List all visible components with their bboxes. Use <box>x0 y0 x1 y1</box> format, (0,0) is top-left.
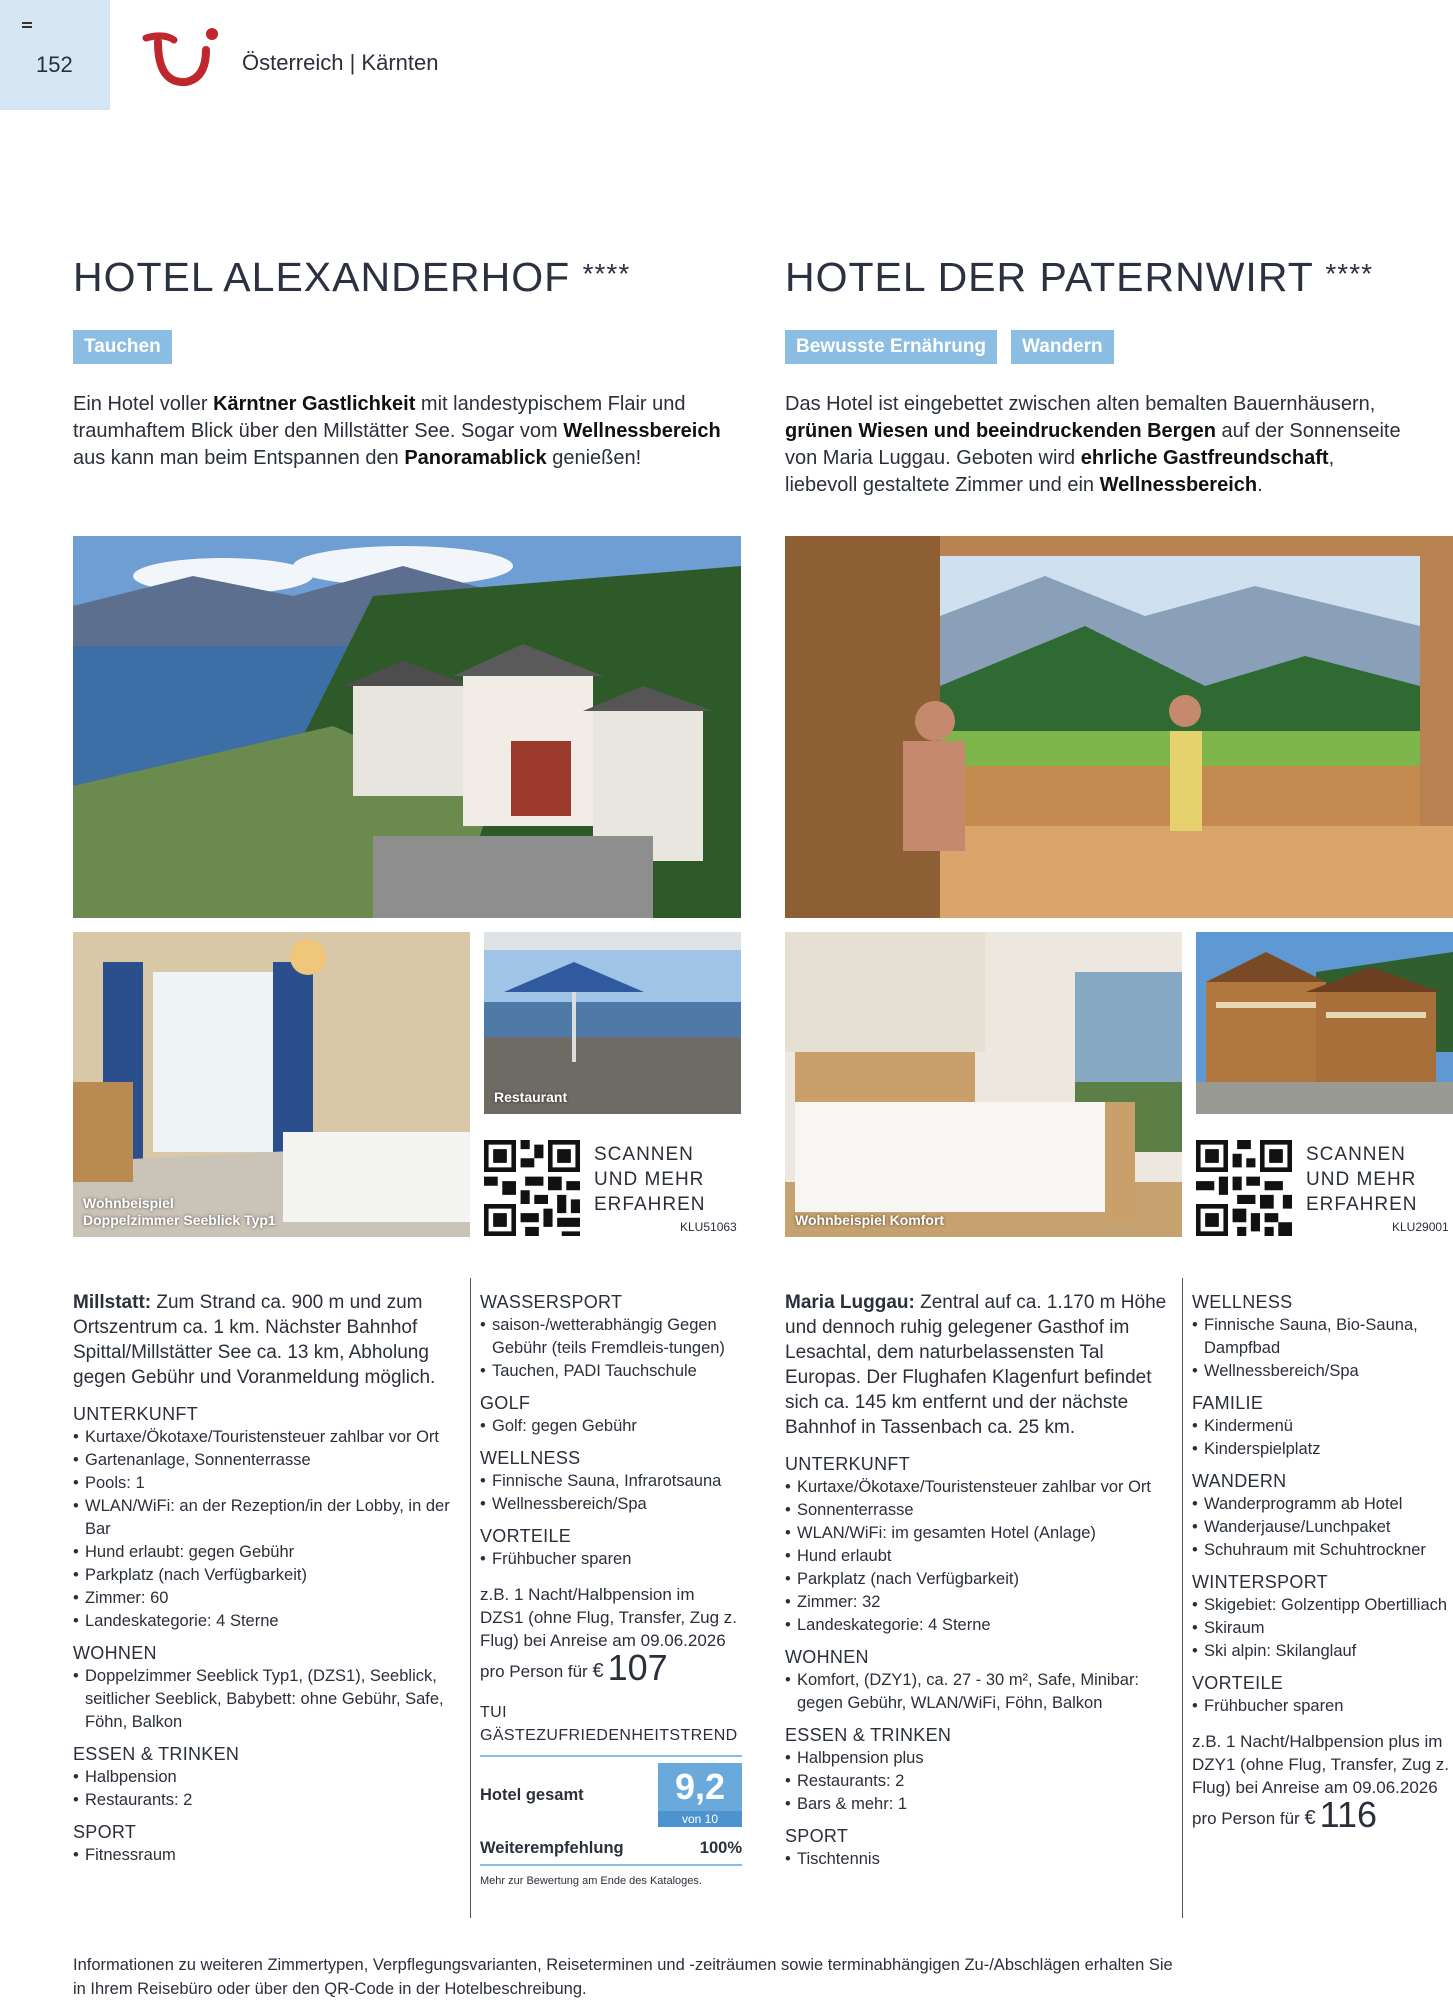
hotel1-main-photo <box>73 536 741 918</box>
intro-segment: Wellnessbereich <box>563 420 721 442</box>
menu-icon[interactable] <box>22 22 32 30</box>
hotel1-scan-text: SCANNEN UND MEHR ERFAHREN <box>594 1144 706 1215</box>
list-item: • Parkplatz (nach Verfügbarkeit) <box>785 1568 1170 1591</box>
hotel2-code: KLU29001 <box>1392 1220 1449 1234</box>
hotel2-room-photo <box>785 932 1182 1237</box>
intro-segment: , liebevoll gestaltete Zimmer und ein <box>785 447 1335 496</box>
hotel2-tags <box>785 330 1114 364</box>
tag-bewusste-ernaehrung: Bewusste Ernährung <box>785 330 997 364</box>
page-number: 152 <box>36 52 73 77</box>
section-list <box>785 1669 1170 1715</box>
trend-recommend-value: 100% <box>699 1839 742 1857</box>
section-list <box>1192 1493 1450 1562</box>
list-item: • Frühbucher sparen <box>1192 1695 1450 1718</box>
hotel2-qr-code-icon[interactable] <box>1196 1140 1292 1236</box>
intro-segment: ehrliche Gastfreundschaft <box>1080 447 1329 469</box>
tui-logo-icon <box>140 26 222 92</box>
section-title: UNTERKUNFT <box>73 1404 198 1424</box>
section-list <box>480 1470 742 1516</box>
hotel2-name: HOTEL DER PATERNWIRT <box>785 254 1313 300</box>
list-item: • Pools: 1 <box>73 1472 458 1495</box>
section-list <box>1192 1594 1450 1663</box>
list-item: • Restaurants: 2 <box>785 1770 1170 1793</box>
section-list <box>785 1747 1170 1816</box>
hotel2-price-note: z.B. 1 Nacht/Halbpension plus im DZY1 (ohne Flug, Transfer, Zug z. Flug) bei Anreise am 09.06.2026 <box>1192 1732 1450 1797</box>
hotel1-stars: **** <box>582 258 631 289</box>
hotel1-price-note: z.B. 1 Nacht/Halbpension im DZS1 (ohne Flug, Transfer, Zug z. Flug) bei Anreise am 09.06.2026 <box>480 1585 738 1650</box>
list-item: • Skigebiet: Golzentipp Obertilliach <box>1192 1594 1450 1617</box>
hotel2-scan-text: SCANNEN UND MEHR ERFAHREN <box>1306 1144 1418 1215</box>
section-title: ESSEN & TRINKEN <box>785 1725 952 1745</box>
section-list <box>785 1476 1170 1637</box>
hotel1-details-right <box>480 1290 742 1893</box>
list-item: • Kindermenü <box>1192 1415 1450 1438</box>
list-item: • Frühbucher sparen <box>480 1548 742 1571</box>
hotel2-main-photo <box>785 536 1453 918</box>
list-item: • WLAN/WiFi: im gesamten Hotel (Anlage) <box>785 1522 1170 1545</box>
trend-note: Mehr zur Bewertung am Ende des Kataloges. <box>480 1875 702 1887</box>
hotel2-building-photo <box>1196 932 1453 1114</box>
section-title: WOHNEN <box>785 1647 869 1667</box>
section-title: VORTEILE <box>1192 1673 1284 1693</box>
section-list <box>480 1548 742 1571</box>
hotel1-restaurant-photo <box>484 932 741 1114</box>
section-list <box>785 1848 1170 1871</box>
hotel1-qr-code-icon[interactable] <box>484 1140 580 1236</box>
list-item: • saison-/wetterabhängig Gegen Gebühr (teils Fremdleis-tungen) <box>480 1314 742 1360</box>
section-title: UNTERKUNFT <box>785 1454 910 1474</box>
hotel1-room-caption: Wohnbeispiel Doppelzimmer Seeblick Typ1 <box>83 1195 276 1228</box>
section-title: SPORT <box>785 1826 849 1846</box>
section-list <box>1192 1695 1450 1718</box>
hotel1-code: KLU51063 <box>680 1220 737 1234</box>
footer-note: Informationen zu weiteren Zimmertypen, Verpflegungsvarianten, Reiseterminen und -zeiträumen sowie terminabhängigen Zu-/Abschlägen erhalten Sie in Ihrem Reisebüro oder über den QR-Code in der Hotelbeschreibung. <box>73 1956 1173 1998</box>
intro-segment: genießen! <box>546 447 642 469</box>
intro-segment: mit landestypischem Flair und traumhaftem Blick über den Millstätter See. Sogar vom <box>73 393 686 442</box>
trend-overall-row <box>480 1763 742 1827</box>
intro-segment: auf der Sonnenseite von Maria Luggau. Geboten wird <box>785 420 1401 469</box>
list-item: • Kurtaxe/Ökotaxe/Touristensteuer zahlbar vor Ort <box>73 1426 458 1449</box>
hotel1-restaurant-caption: Restaurant <box>494 1089 568 1105</box>
section-title: WINTERSPORT <box>1192 1572 1328 1592</box>
hotel1-location: Millstatt: Zum Strand ca. 900 m und zum Ortszentrum ca. 1 km. Nächster Bahnhof Spittal/Millstätter See ca. 13 km, Abholung gegen Gebühr und Voranmeldung möglich. <box>73 1292 436 1388</box>
list-item: • Wellnessbereich/Spa <box>480 1493 742 1516</box>
hotel2-column-divider <box>1182 1278 1183 1918</box>
trend-recommend-label: Weiterempfehlung <box>480 1839 624 1857</box>
list-item: • Ski alpin: Skilanglauf <box>1192 1640 1450 1663</box>
hotel1-price: pro Person für € 107 <box>480 1647 668 1688</box>
list-item: • Bars & mehr: 1 <box>785 1793 1170 1816</box>
intro-segment: aus kann man beim Entspannen den <box>73 447 405 469</box>
section-list <box>1192 1415 1450 1461</box>
trend-title: TUI GÄSTEZUFRIEDENHEITSTREND <box>480 1701 742 1757</box>
trend-overall-label: Hotel gesamt <box>480 1785 584 1804</box>
hotel1-title <box>73 254 630 301</box>
list-item: • Restaurants: 2 <box>73 1789 458 1812</box>
hotel1-column-divider <box>470 1278 471 1918</box>
list-item: • Fitnessraum <box>73 1844 458 1867</box>
list-item: • Zimmer: 60 <box>73 1587 458 1610</box>
section-title: WOHNEN <box>73 1643 157 1663</box>
list-item: • Halbpension <box>73 1766 458 1789</box>
list-item: • Wanderjause/Lunchpaket <box>1192 1516 1450 1539</box>
section-list <box>73 1665 458 1734</box>
section-title: WELLNESS <box>1192 1292 1293 1312</box>
section-list <box>73 1844 458 1867</box>
list-item: • Komfort, (DZY1), ca. 27 - 30 m², Safe, Minibar: gegen Gebühr, WLAN/WiFi, Föhn, Balkon <box>785 1669 1170 1715</box>
trend-score-badge: 9,2 von 10 <box>658 1763 742 1827</box>
intro-segment: Kärntner Gastlichkeit <box>213 393 416 415</box>
intro-segment: Panoramablick <box>404 447 547 469</box>
list-item: • Kurtaxe/Ökotaxe/Touristensteuer zahlbar vor Ort <box>785 1476 1170 1499</box>
hotel2-details-left <box>785 1290 1170 1871</box>
list-item: • Parkplatz (nach Verfügbarkeit) <box>73 1564 458 1587</box>
hotel1-details-left <box>73 1290 458 1867</box>
intro-segment: Ein Hotel voller <box>73 393 214 415</box>
intro-segment: Wellnessbereich <box>1099 474 1258 496</box>
list-item: • Gartenanlage, Sonnenterrasse <box>73 1449 458 1472</box>
intro-segment: Das Hotel ist eingebettet zwischen alten bemalten Bauernhäusern, <box>785 393 1376 415</box>
intro-segment: . <box>1257 474 1263 496</box>
intro-segment: grünen Wiesen und beeindruckenden Bergen <box>785 420 1216 442</box>
section-title: GOLF <box>480 1393 531 1413</box>
list-item: • Doppelzimmer Seeblick Typ1, (DZS1), Seeblick, seitlicher Seeblick, Babybett: ohne Gebühr, Safe, Föhn, Balkon <box>73 1665 458 1734</box>
hotel2-price: pro Person für € 116 <box>1192 1794 1377 1835</box>
list-item: • Wanderprogramm ab Hotel <box>1192 1493 1450 1516</box>
section-list <box>73 1426 458 1633</box>
hotel2-room-caption: Wohnbeispiel Komfort <box>795 1212 945 1228</box>
hotel1-intro <box>73 391 723 472</box>
hotel1-name: HOTEL ALEXANDERHOF <box>73 254 571 300</box>
trend-recommend-row <box>480 1837 742 1866</box>
list-item: • Hund erlaubt <box>785 1545 1170 1568</box>
list-item: • Tischtennis <box>785 1848 1170 1871</box>
section-title: ESSEN & TRINKEN <box>73 1744 240 1764</box>
section-title: SPORT <box>73 1822 137 1842</box>
list-item: • Landeskategorie: 4 Sterne <box>73 1610 458 1633</box>
section-title: VORTEILE <box>480 1526 572 1546</box>
page-number-box <box>0 0 110 110</box>
list-item: • Tauchen, PADI Tauchschule <box>480 1360 742 1383</box>
list-item: • Golf: gegen Gebühr <box>480 1415 742 1438</box>
tag-tauchen: Tauchen <box>73 330 172 364</box>
list-item: • Skiraum <box>1192 1617 1450 1640</box>
section-title: FAMILIE <box>1192 1393 1264 1413</box>
list-item: • Halbpension plus <box>785 1747 1170 1770</box>
hotel2-intro <box>785 391 1405 499</box>
section-title: WANDERN <box>1192 1471 1287 1491</box>
section-title: WASSERSPORT <box>480 1292 623 1312</box>
list-item: • Landeskategorie: 4 Sterne <box>785 1614 1170 1637</box>
section-list <box>480 1415 742 1438</box>
list-item: • Sonnenterrasse <box>785 1499 1170 1522</box>
list-item: • Finnische Sauna, Infrarotsauna <box>480 1470 742 1493</box>
list-item: • Schuhraum mit Schuhtrockner <box>1192 1539 1450 1562</box>
hotel2-details-right <box>1192 1290 1450 1835</box>
hotel2-title <box>785 254 1373 301</box>
list-item: • WLAN/WiFi: an der Rezeption/in der Lobby, in der Bar <box>73 1495 458 1541</box>
list-item: • Wellnessbereich/Spa <box>1192 1360 1450 1383</box>
section-title: WELLNESS <box>480 1448 581 1468</box>
list-item: • Zimmer: 32 <box>785 1591 1170 1614</box>
list-item: • Finnische Sauna, Bio-Sauna, Dampfbad <box>1192 1314 1450 1360</box>
section-list <box>480 1314 742 1383</box>
tag-wandern: Wandern <box>1011 330 1114 364</box>
hotel1-tags <box>73 330 172 364</box>
list-item: • Hund erlaubt: gegen Gebühr <box>73 1541 458 1564</box>
hotel1-room-photo <box>73 932 470 1237</box>
section-list <box>73 1766 458 1812</box>
hotel2-location: Maria Luggau: Zentral auf ca. 1.170 m Höhe und dennoch ruhig gelegener Gasthof im Lesachtal, dem naturbelassensten Tal Europas. Der Flughafen Klagenfurt befindet sich ca. 145 km entfernt und der nächste Bahnhof in Tassenbach ca. 25 km. <box>785 1292 1167 1438</box>
hotel2-stars: **** <box>1325 258 1373 289</box>
list-item: • Kinderspielplatz <box>1192 1438 1450 1461</box>
breadcrumb: Österreich | Kärnten <box>242 50 439 75</box>
section-list <box>1192 1314 1450 1383</box>
